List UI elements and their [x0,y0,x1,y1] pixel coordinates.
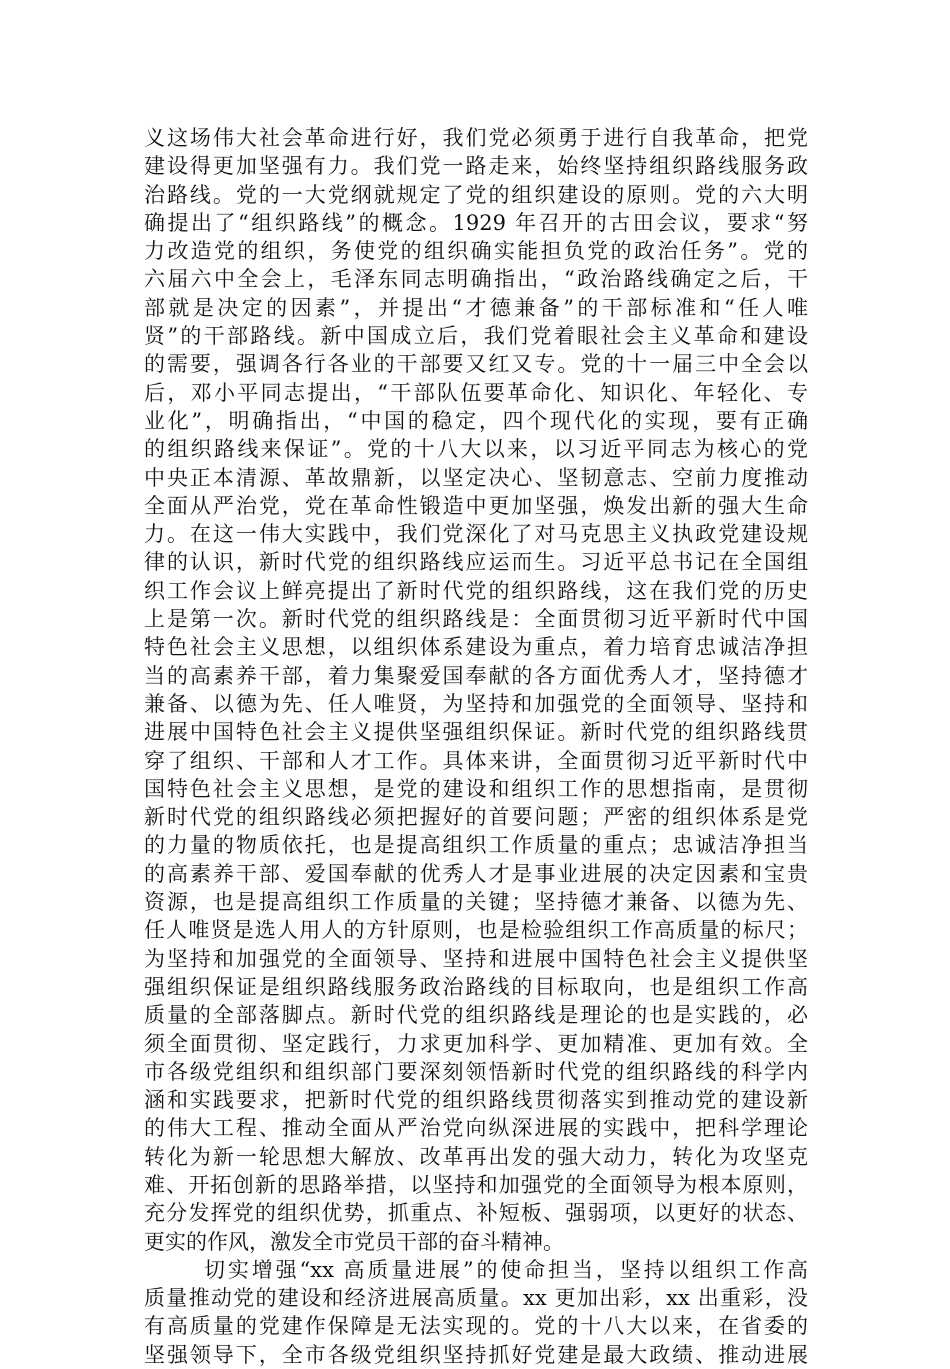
text-line: 特色社会主义思想，以组织体系建设为重点，着力培育忠诚洁净担 [144,635,808,660]
text-line: 更实的作风，激发全市党员干部的奋斗精神。 [144,1229,564,1254]
text-line: 中央正本清源、革故鼎新，以坚定决心、坚韧意志、空前力度推动 [144,465,808,490]
text-line: 须全面贯彻、坚定践行，力求更加科学、更加精准、更加有效。全 [144,1031,808,1056]
text-line: 为坚持和加强党的全面领导、坚持和进展中国特色社会主义提供坚 [144,946,808,971]
text-line: 力。在这一伟大实践中，我们党深化了对马克思主义执政党建设规 [144,522,808,547]
text-line: 织工作会议上鲜亮提出了新时代党的组织路线，这在我们党的历史 [144,578,808,603]
text-line: 进展中国特色社会主义提供坚强组织保证。新时代党的组织路线贯 [144,720,808,745]
text-line: 充分发挥党的组织优势，抓重点、补短板、强弱项，以更好的状态、 [144,1201,808,1226]
text-line: 质量的全部落脚点。新时代党的组织路线是理论的也是实践的，必 [144,1003,808,1028]
text-line: 全面从严治党，党在革命性锻造中更加坚强，焕发出新的强大生命 [144,493,808,518]
text-line: 确提出了“组织路线”的概念。1929 年召开的古田会议，要求“努 [144,210,808,235]
text-line: 兼备、以德为先、任人唯贤，为坚持和加强党的全面领导、坚持和 [144,691,808,716]
text-line: 的组织路线来保证”。党的十八大以来，以习近平同志为核心的党 [144,437,808,462]
text-line: 难、开拓创新的思路举措，以坚持和加强党的全面领导为根本原则， [144,1172,808,1197]
text-line: 的力量的物质依托，也是提高组织工作质量的重点；忠诚洁净担当 [144,833,808,858]
text-line: 任人唯贤是选人用人的方针原则，也是检验组织工作高质量的标尺； [144,918,808,943]
text-line: 义这场伟大社会革命进行好，我们党必须勇于进行自我革命，把党 [144,126,808,150]
text-line: 建设得更加坚强有力。我们党一路走来，始终坚持组织路线服务政 [144,154,808,179]
text-line: 资源，也是提高组织工作质量的关键；坚持德才兼备、以德为先、 [144,890,808,915]
text-line: 力改造党的组织，务使党的组织确实能担负党的政治任务”。党的 [144,239,808,264]
text-line: 国特色社会主义思想，是党的建设和组织工作的思想指南，是贯彻 [144,776,808,801]
paragraph [144,1256,808,1369]
text-line: 律的认识，新时代党的组织路线应运而生。习近平总书记在全国组 [144,550,808,575]
text-line: 六届六中全会上，毛泽东同志明确指出，“政治路线确定之后，干 [144,267,808,292]
text-line: 新时代党的组织路线必须把握好的首要问题；严密的组织体系是党 [144,805,808,830]
text-line: 的需要，强调各行各业的干部要又红又专。党的十一届三中全会以 [144,352,808,377]
text-line: 涵和实践要求，把新时代党的组织路线贯彻落实到推动党的建设新 [144,1088,808,1113]
body-text [144,124,808,1369]
text-line: 穿了组织、干部和人才工作。具体来讲，全面贯彻习近平新时代中 [144,748,808,773]
text-line: 的高素养干部、爱国奉献的优秀人才是事业进展的决定因素和宝贵 [144,861,808,886]
text-line: 坚强领导下，全市各级党组织坚持抓好党建是最大政绩、推动进展 [144,1342,808,1367]
text-line: 切实增强“xx 高质量进展”的使命担当，坚持以组织工作高 [204,1257,808,1282]
text-line: 的伟大工程、推动全面从严治党向纵深进展的实践中，把科学理论 [144,1116,808,1141]
text-line: 市各级党组织和组织部门要深刻领悟新时代党的组织路线的科学内 [144,1059,808,1084]
paragraph [144,124,808,1256]
text-line: 后，邓小平同志提出，“干部队伍要革命化、知识化、年轻化、专 [144,380,808,405]
text-line: 治路线。党的一大党纲就规定了党的组织建设的原则。党的六大明 [144,182,808,207]
text-line: 业化”，明确指出，“中国的稳定，四个现代化的实现，要有正确 [144,408,808,433]
text-line: 转化为新一轮思想大解放、改革再出发的强大动力，转化为攻坚克 [144,1144,808,1169]
text-line: 当的高素养干部，着力集聚爱国奉献的各方面优秀人才，坚持德才 [144,663,808,688]
text-line: 贤”的干部路线。新中国成立后，我们党着眼社会主义革命和建设 [144,324,808,349]
text-line: 质量推动党的建设和经济进展高质量。xx 更加出彩，xx 出重彩，没 [144,1286,808,1311]
text-line: 有高质量的党建作保障是无法实现的。党的十八大以来，在省委的 [144,1314,808,1339]
text-line: 强组织保证是组织路线服务政治路线的目标取向，也是组织工作高 [144,974,808,999]
text-line: 部就是决定的因素”，并提出“才德兼备”的干部标准和“任人唯 [144,295,808,320]
text-line: 上是第一次。新时代党的组织路线是：全面贯彻习近平新时代中国 [144,607,808,632]
